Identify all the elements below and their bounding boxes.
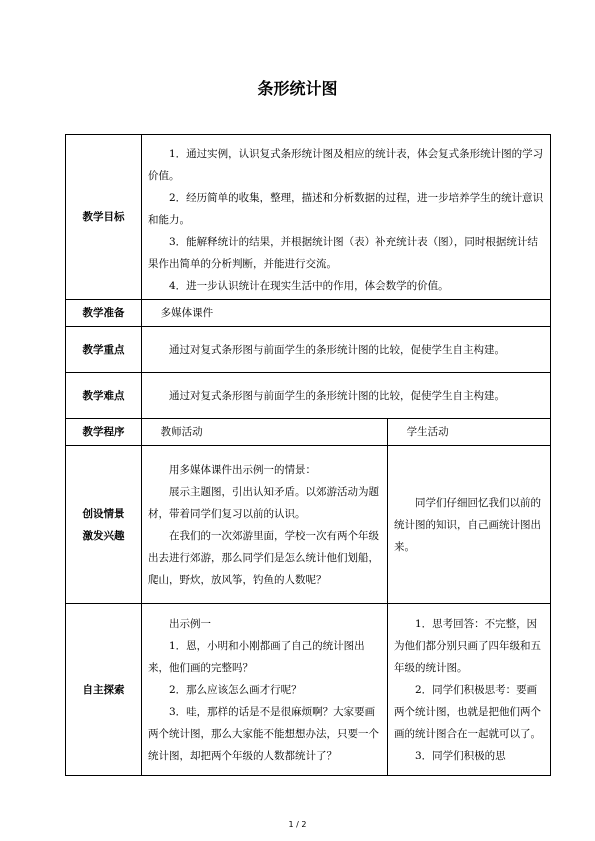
prep-content — [142, 300, 551, 327]
goal-item-3: 3．能解释统计的结果，并根据统计图（表）补充统计表（图），同时根据统计结果作出简单的分析判断，并能进行交流。 — [148, 236, 538, 270]
student-activity-header — [388, 419, 551, 446]
key-label: 教学重点 — [66, 327, 142, 373]
row-procedure — [66, 419, 551, 446]
key-content — [142, 327, 551, 373]
row-difficult — [66, 373, 551, 419]
prep-text: 多媒体课件 — [160, 307, 214, 319]
scenario-label-line2: 激发兴趣 — [82, 529, 125, 542]
goals-content — [142, 135, 551, 300]
lesson-plan-table — [65, 134, 551, 776]
goal-item-4: 4．进一步认识统计在现实生活中的作用，体会数学的价值。 — [169, 280, 449, 292]
teacher-activity-header — [142, 419, 388, 446]
row-explore — [66, 604, 551, 776]
row-key — [66, 327, 551, 373]
procedure-label: 教学程序 — [66, 419, 142, 446]
explore-teacher-p2: 1．恩，小明和小刚都画了自己的统计图出来，他们画的完整吗？ — [148, 639, 365, 674]
explore-student-p2: 2．同学们积极思考：要画两个统计图，也就是把他们两个画的统计图合在一起就可以了。 — [394, 683, 541, 740]
explore-teacher-p4: 3．哇，那样的话是不是很麻烦啊？大家要画两个统计图，那么大家能不能想想办法，只要一个统计图，却把两个年级的人数都统计了？ — [148, 705, 379, 762]
row-scenario — [66, 446, 551, 604]
teacher-activity-header-text: 教师活动 — [160, 426, 203, 438]
prep-label: 教学准备 — [66, 300, 142, 327]
explore-teacher — [142, 604, 388, 776]
explore-label: 自主探索 — [66, 604, 142, 776]
scenario-label — [66, 446, 142, 604]
row-goals — [66, 135, 551, 300]
explore-student — [388, 604, 551, 776]
scenario-student — [388, 446, 551, 604]
page-number: 1 / 2 — [288, 820, 307, 829]
scenario-teacher-p1: 用多媒体课件出示例一的情景： — [169, 463, 316, 476]
explore-student-p3: 3．同学们积极的思 — [415, 749, 506, 762]
goal-item-1: 1．通过实例，认识复式条形统计图及相应的统计表，体会复式条形统计图的学习价值。 — [148, 148, 544, 182]
scenario-label-line1: 创设情景 — [82, 507, 125, 520]
key-text: 通过对复式条形图与前面学生的条形统计图的比较，促使学生自主构建。 — [169, 343, 505, 356]
difficult-content — [142, 373, 551, 419]
difficult-label: 教学难点 — [66, 373, 142, 419]
scenario-student-text: 同学们仔细回忆我们以前的统计图的知识，自己画统计图出来。 — [394, 496, 541, 553]
page-title: 条形统计图 — [257, 79, 338, 98]
explore-student-p1: 1．思考回答：不完整，因为他们都分别只画了四年级和五年级的统计图。 — [394, 617, 541, 674]
scenario-teacher — [142, 446, 388, 604]
scenario-teacher-p2: 展示主题图，引出认知矛盾。以郊游活动为题材，带着同学们复习以前的认识。 — [148, 485, 379, 520]
student-activity-header-text: 学生活动 — [406, 426, 449, 438]
difficult-text: 通过对复式条形图与前面学生的条形统计图的比较，促使学生自主构建。 — [169, 389, 505, 402]
row-prep — [66, 300, 551, 327]
explore-teacher-p3: 2．那么应该怎么画才行呢？ — [169, 683, 302, 696]
goal-item-2: 2．经历简单的收集，整理，描述和分析数据的过程，进一步培养学生的统计意识和能力。 — [148, 192, 544, 226]
explore-teacher-p1: 出示例一 — [169, 617, 211, 630]
scenario-teacher-p3: 在我们的一次郊游里面，学校一次有两个年级出去进行郊游，那么同学们是怎么统计他们划船，爬山，野炊，放风筝，钓鱼的人数呢？ — [148, 529, 379, 586]
goals-label: 教学目标 — [66, 135, 142, 300]
